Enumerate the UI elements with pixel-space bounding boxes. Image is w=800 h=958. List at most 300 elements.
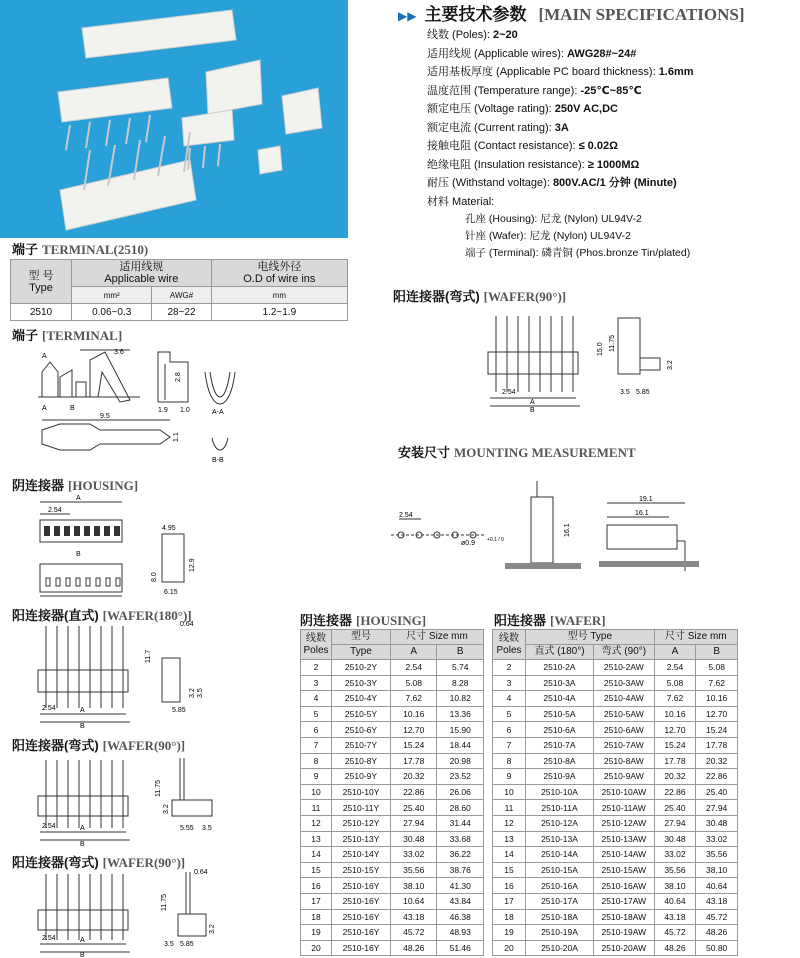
table-cell: 16 <box>493 878 526 894</box>
dim-a: A <box>80 825 85 832</box>
table-cell: 2510-11A <box>526 800 594 816</box>
table-row <box>493 893 738 909</box>
table-cell: 9 <box>493 769 526 785</box>
table-cell: 30.48 <box>696 815 738 831</box>
table-cell: 2510-19A <box>526 925 594 941</box>
table-cell: 33.02 <box>391 847 437 863</box>
dim-6-15: 6.15 <box>164 589 178 596</box>
table-cell: 8.28 <box>437 675 484 691</box>
wafer-h-a: A <box>654 645 696 660</box>
wafer-table <box>492 629 738 956</box>
dim-b: B <box>80 841 85 847</box>
table-row <box>301 660 484 676</box>
table-cell: 4 <box>301 691 332 707</box>
table-row <box>493 925 738 941</box>
term-cell: 1.2~1.9 <box>211 304 347 321</box>
term-cell: 2510 <box>11 304 72 321</box>
section-terminal-2510 <box>12 239 148 258</box>
table-row <box>493 784 738 800</box>
table-cell: 5.74 <box>437 660 484 676</box>
housing-h-a: A <box>391 645 437 660</box>
table-cell: 2510-6Y <box>332 722 391 738</box>
spec-row <box>427 26 694 45</box>
table-cell: 2510-16A <box>526 878 594 894</box>
wafer-90-right-drawing <box>480 308 690 413</box>
table-cell: 36.22 <box>437 847 484 863</box>
table-cell: 45.72 <box>391 925 437 941</box>
dim-9-5: 9.5 <box>100 413 110 420</box>
dim-2-54: 2.54 <box>48 507 62 514</box>
dim-16-1-b: 16.1 <box>635 510 649 517</box>
wafer-90-a-drawing <box>30 752 220 847</box>
housing-window <box>96 578 100 586</box>
table-cell: 2510-13A <box>526 831 594 847</box>
wafer-h-poles: 线数 Poles <box>493 630 526 660</box>
table-row <box>493 722 738 738</box>
table-cell: 10.82 <box>437 691 484 707</box>
table-cell: 2510-3A <box>526 675 594 691</box>
housing-window <box>86 578 90 586</box>
table-cell: 2510-9A <box>526 769 594 785</box>
table-cell: 7.62 <box>391 691 437 707</box>
section-housing: 阴连接器 [HOUSING] <box>12 478 139 493</box>
dim-2-8: 2.8 <box>175 372 182 382</box>
table-cell: 2510-5A <box>526 706 594 722</box>
spec-label: 适用基板厚度 (Applicable PC board thickness): <box>427 66 659 78</box>
housing-window <box>116 578 120 586</box>
table-cell: 19 <box>301 925 332 941</box>
product-photo <box>0 0 348 238</box>
housing-h-type-en: Type <box>332 645 391 660</box>
table-row <box>301 706 484 722</box>
table-row <box>301 940 484 956</box>
table-cell: 2510-16Y <box>332 925 391 941</box>
housing-slot <box>44 526 50 536</box>
table-cell: 2510-5Y <box>332 706 391 722</box>
housing-h-b: B <box>437 645 484 660</box>
table-cell: 31.44 <box>437 815 484 831</box>
table-cell: 18.44 <box>437 737 484 753</box>
section-cn: 端子 <box>12 242 39 257</box>
material-row: 针座 (Wafer): 尼龙 (Nylon) UL94V-2 <box>465 230 631 242</box>
table-cell: 13.36 <box>437 706 484 722</box>
table-cell: 5.08 <box>696 660 738 676</box>
spec-label: 适用线规 (Applicable wires): <box>427 47 567 60</box>
table-row <box>493 815 738 831</box>
table-cell: 5.08 <box>391 675 437 691</box>
table-cell: 2510-16Y <box>332 893 391 909</box>
table-cell: 10.16 <box>696 691 738 707</box>
table-row <box>493 940 738 956</box>
spec-row <box>427 156 694 175</box>
table-cell: 50.80 <box>696 940 738 956</box>
dim-3-5: 3.5 <box>202 825 212 832</box>
table-cell: 48.26 <box>391 940 437 956</box>
table-cell: 2510-2Y <box>332 660 391 676</box>
spec-value: 3A <box>554 121 569 134</box>
table-cell: 2510-14AW <box>594 847 655 863</box>
table-cell: 2510-13Y <box>332 831 391 847</box>
housing-drawing <box>30 492 200 602</box>
section-wafer-90-a: 阳连接器(弯式) [WAFER(90°)] <box>12 738 186 753</box>
table-cell: 2510-17AW <box>594 893 655 909</box>
housing-slot <box>84 526 90 536</box>
table-cell: 46.38 <box>437 909 484 925</box>
section-terminal: 端子 [TERMINAL] <box>12 328 123 343</box>
table-cell: 3 <box>493 675 526 691</box>
table-cell: 43.18 <box>696 893 738 909</box>
dim-5-85: 5.85 <box>180 941 194 948</box>
table-cell: 27.94 <box>391 815 437 831</box>
spec-row <box>427 45 694 64</box>
wafer-h-type: 型号 Type <box>526 630 655 645</box>
table-cell: 2510-10AW <box>594 784 655 800</box>
spec-label: 绝缘电阻 (Insulation resistance): <box>427 158 588 171</box>
table-cell: 25.40 <box>696 784 738 800</box>
housing-window <box>106 578 110 586</box>
table-cell: 30.48 <box>391 831 437 847</box>
table-cell: 10 <box>493 784 526 800</box>
table-cell: 2510-4A <box>526 691 594 707</box>
spec-label: 线数 (Poles): <box>427 29 494 41</box>
dim-5-85: 5.85 <box>636 389 650 396</box>
table-cell: 15.24 <box>391 737 437 753</box>
table-row <box>301 691 484 707</box>
table-row <box>493 847 738 863</box>
table-cell: 6 <box>301 722 332 738</box>
table-cell: 2510-2A <box>526 660 594 676</box>
table-cell: 8 <box>301 753 332 769</box>
wafer-90-b-drawing <box>30 866 220 958</box>
table-cell: 2510-20AW <box>594 940 655 956</box>
table-cell: 10.16 <box>654 706 696 722</box>
table-cell: 2510-16Y <box>332 940 391 956</box>
table-cell: 25.40 <box>391 800 437 816</box>
table-cell: 14 <box>493 847 526 863</box>
table-cell: 2510-14A <box>526 847 594 863</box>
table-cell: 2510-18AW <box>594 909 655 925</box>
table-cell: 9 <box>301 769 332 785</box>
dim-a: A <box>80 937 85 944</box>
spec-label: 额定电压 (Voltage rating): <box>427 103 555 115</box>
table-cell: 48.26 <box>696 925 738 941</box>
table-cell: 2510-20A <box>526 940 594 956</box>
dim-15-0: 15.0 <box>597 342 604 356</box>
table-cell: 12 <box>493 815 526 831</box>
table-row <box>493 800 738 816</box>
dim-11-75: 11.75 <box>155 780 162 797</box>
spec-label: 材料 Material: <box>427 195 495 208</box>
housing-window <box>56 578 60 586</box>
table-cell: 2510-3Y <box>332 675 391 691</box>
table-row <box>493 691 738 707</box>
table-cell: 14 <box>301 847 332 863</box>
table-cell: 3 <box>301 675 332 691</box>
dim-1-0: 1.0 <box>180 407 190 414</box>
dim-11-75: 11.75 <box>609 335 616 352</box>
table-cell: 15 <box>301 862 332 878</box>
table-cell: 43.18 <box>391 909 437 925</box>
table-cell: 35.56 <box>654 862 696 878</box>
specs-heading <box>398 0 745 25</box>
table-cell: 18 <box>301 909 332 925</box>
housing-slot <box>104 526 110 536</box>
table-cell: 2510-9AW <box>594 769 655 785</box>
wafer-h-size: 尺寸 Size mm <box>654 630 737 645</box>
table-row <box>301 893 484 909</box>
dim-5-85: 5.85 <box>172 707 186 714</box>
table-cell: 5 <box>493 706 526 722</box>
table-cell: 13 <box>301 831 332 847</box>
material-row: 端子 (Terminal): 磷青铜 (Phos.bronze Tin/plated) <box>465 247 691 259</box>
table-cell: 2.54 <box>654 660 696 676</box>
table-row <box>493 831 738 847</box>
section-housing-table: 阴连接器 [HOUSING] <box>300 613 427 628</box>
product-photo-art <box>0 0 348 238</box>
table-cell: 17.78 <box>654 753 696 769</box>
table-cell: 20.98 <box>437 753 484 769</box>
dim-b: B <box>530 407 535 413</box>
table-row <box>11 304 348 321</box>
table-cell: 2510-9Y <box>332 769 391 785</box>
dim-b: B <box>80 723 85 730</box>
specs-title-en: [MAIN SPECIFICATIONS] <box>538 5 745 24</box>
housing-table <box>300 629 484 956</box>
spec-value: ≥ 1000MΩ <box>587 158 640 171</box>
terminal-drawing <box>30 342 270 467</box>
spec-row <box>427 193 694 212</box>
table-cell: 30.48 <box>654 831 696 847</box>
section-wafer-90-right: 阳连接器(弯式) [WAFER(90°)] <box>393 289 567 304</box>
spec-row <box>427 82 694 101</box>
housing-h-poles: 线数 Poles <box>301 630 332 660</box>
housing-slot <box>114 526 120 536</box>
table-cell: 10.64 <box>391 893 437 909</box>
section-wafer-table: 阳连接器 [WAFER] <box>494 613 606 628</box>
table-cell: 17 <box>301 893 332 909</box>
table-cell: 48.93 <box>437 925 484 941</box>
table-cell: 2510-15A <box>526 862 594 878</box>
table-cell: 5.08 <box>654 675 696 691</box>
table-cell: 2510-12Y <box>332 815 391 831</box>
dim-3-2: 3.2 <box>667 360 674 370</box>
table-cell: 28.60 <box>437 800 484 816</box>
table-row <box>301 769 484 785</box>
dim-a: A <box>76 495 81 502</box>
spec-row <box>427 119 694 138</box>
table-cell: 2510-8A <box>526 753 594 769</box>
spec-value: 250V AC,DC <box>554 103 618 115</box>
table-cell: 15.90 <box>437 722 484 738</box>
wafer-180-drawing <box>30 618 210 730</box>
table-cell: 22.86 <box>696 769 738 785</box>
table-row <box>301 925 484 941</box>
dim-3-2: 3.2 <box>163 804 170 814</box>
dim-1-9: 1.9 <box>158 407 168 414</box>
material-row: 孔座 (Housing): 尼龙 (Nylon) UL94V-2 <box>465 213 642 225</box>
table-cell: 2510-10Y <box>332 784 391 800</box>
table-row <box>493 706 738 722</box>
table-cell: 2510-11Y <box>332 800 391 816</box>
table-cell: 10.16 <box>391 706 437 722</box>
table-cell: 4 <box>493 691 526 707</box>
table-cell: 12.70 <box>391 722 437 738</box>
table-row <box>493 878 738 894</box>
table-cell: 2510-16Y <box>332 878 391 894</box>
specs-title-cn: 主要技术参数 <box>424 5 527 24</box>
table-cell: 15.24 <box>654 737 696 753</box>
dim-a-a: A-A <box>212 409 224 416</box>
housing-h-size: 尺寸 Size mm <box>391 630 484 645</box>
term-cell: 0.06~0.3 <box>72 304 152 321</box>
table-row <box>301 675 484 691</box>
spec-value: ≤ 0.02Ω <box>578 140 618 152</box>
dim-5-55: 5.55 <box>180 825 194 832</box>
dim-3-5: 3.5 <box>197 688 204 698</box>
table-row <box>493 737 738 753</box>
dim-3-5: 3.5 <box>164 941 174 948</box>
table-cell: 2510-6AW <box>594 722 655 738</box>
table-cell: 38.10 <box>391 878 437 894</box>
table-cell: 25.40 <box>654 800 696 816</box>
table-cell: 2510-5AW <box>594 706 655 722</box>
term-unit-mm: mm <box>211 287 347 304</box>
table-row <box>493 909 738 925</box>
table-cell: 2510-16AW <box>594 878 655 894</box>
dim-0-64: 0.64 <box>194 869 208 876</box>
table-cell: 7.62 <box>696 675 738 691</box>
table-cell: 38.10 <box>696 862 738 878</box>
table-cell: 2510-13AW <box>594 831 655 847</box>
table-row <box>301 909 484 925</box>
table-cell: 2510-7A <box>526 737 594 753</box>
table-cell: 2510-10A <box>526 784 594 800</box>
table-cell: 33.02 <box>654 847 696 863</box>
table-cell: 20 <box>301 940 332 956</box>
table-row <box>493 862 738 878</box>
term-h-od: 电线外径 O.D of wire ins <box>211 260 347 287</box>
dim-11-75: 11.75 <box>161 894 168 911</box>
section-wafer-90-b: 阳连接器(弯式) [WAFER(90°)] <box>12 855 186 870</box>
dim-3-6: 3.6 <box>114 349 124 356</box>
housing-slot <box>54 526 60 536</box>
housing-window <box>76 578 80 586</box>
table-cell: 8 <box>493 753 526 769</box>
table-cell: 2510-15AW <box>594 862 655 878</box>
housing-window <box>46 578 50 586</box>
dim-3-2: 3.2 <box>189 688 196 698</box>
table-cell: 45.72 <box>654 925 696 941</box>
dim-dia-0-9: ø0.9 <box>461 540 476 547</box>
dim-a: A <box>42 405 47 412</box>
spec-row <box>427 63 694 82</box>
table-row <box>301 722 484 738</box>
dim-3-5: 3.5 <box>620 389 630 396</box>
table-row <box>301 815 484 831</box>
table-cell: 2510-8AW <box>594 753 655 769</box>
housing-slot <box>74 526 80 536</box>
wafer-h-b: B <box>696 645 738 660</box>
table-cell: 38.10 <box>654 878 696 894</box>
section-en: TERMINAL(2510) <box>42 242 149 257</box>
housing-window <box>66 578 70 586</box>
dim-a: A <box>80 707 85 714</box>
term-unit-mm2: mm² <box>72 287 152 304</box>
table-cell: 7 <box>301 737 332 753</box>
dim-a: A <box>530 399 535 406</box>
table-cell: 23.52 <box>437 769 484 785</box>
term-cell: 28~22 <box>152 304 211 321</box>
table-cell: 2510-7Y <box>332 737 391 753</box>
table-cell: 2510-4Y <box>332 691 391 707</box>
table-cell: 20.32 <box>654 769 696 785</box>
table-row <box>493 675 738 691</box>
table-cell: 22.86 <box>654 784 696 800</box>
table-row <box>301 800 484 816</box>
spec-value: 1.6mm <box>658 66 694 78</box>
table-cell: 17 <box>493 893 526 909</box>
table-cell: 20.32 <box>391 769 437 785</box>
dim-2-54: 2.54 <box>42 823 56 830</box>
table-cell: 22.86 <box>391 784 437 800</box>
table-cell: 2510-12A <box>526 815 594 831</box>
table-cell: 6 <box>493 722 526 738</box>
table-cell: 2510-18A <box>526 909 594 925</box>
spec-value: -25℃~85℃ <box>580 84 642 97</box>
spec-label: 额定电流 (Current rating): <box>427 121 555 134</box>
dim-b: B <box>80 952 85 958</box>
table-cell: 35.56 <box>696 847 738 863</box>
table-row <box>301 878 484 894</box>
table-cell: 2510-8Y <box>332 753 391 769</box>
wafer-h-bent: 弯式 (90°) <box>594 645 655 660</box>
dim-b: B <box>76 551 81 558</box>
dim-2-54: 2.54 <box>502 389 516 396</box>
table-row <box>301 862 484 878</box>
term-h-type: 型 号 Type <box>11 260 72 304</box>
table-cell: 35.56 <box>391 862 437 878</box>
table-cell: 17.78 <box>696 737 738 753</box>
dim-12-9: 12.9 <box>189 558 196 572</box>
table-cell: 11 <box>493 800 526 816</box>
term-h-wire: 适用线规 Applicable wire <box>72 260 212 287</box>
wafer-h-straight: 直式 (180°) <box>526 645 594 660</box>
section-wafer-180: 阳连接器(直式) [WAFER(180°)] <box>12 608 192 623</box>
table-cell: 17.78 <box>391 753 437 769</box>
spec-row <box>427 137 694 156</box>
table-cell: 51.46 <box>437 940 484 956</box>
table-cell: 11 <box>301 800 332 816</box>
table-row <box>493 769 738 785</box>
dim-0-64: 0.64 <box>180 621 194 628</box>
table-cell: 27.94 <box>654 815 696 831</box>
dim-4-95: 4.95 <box>162 525 176 532</box>
spec-label: 温度范围 (Temperature range): <box>427 84 581 97</box>
table-cell: 2510-15Y <box>332 862 391 878</box>
table-cell: 13 <box>493 831 526 847</box>
dim-11-7: 11.7 <box>145 649 152 663</box>
table-cell: 19 <box>493 925 526 941</box>
table-cell: 2510-4AW <box>594 691 655 707</box>
table-row <box>301 737 484 753</box>
spec-value: 2~20 <box>493 29 518 41</box>
spec-row <box>427 174 694 193</box>
arrow-icon: ▶▶ <box>398 9 417 23</box>
spec-row <box>427 100 694 119</box>
housing-slot <box>94 526 100 536</box>
dim-b: B <box>70 405 75 412</box>
table-cell: 2510-17A <box>526 893 594 909</box>
